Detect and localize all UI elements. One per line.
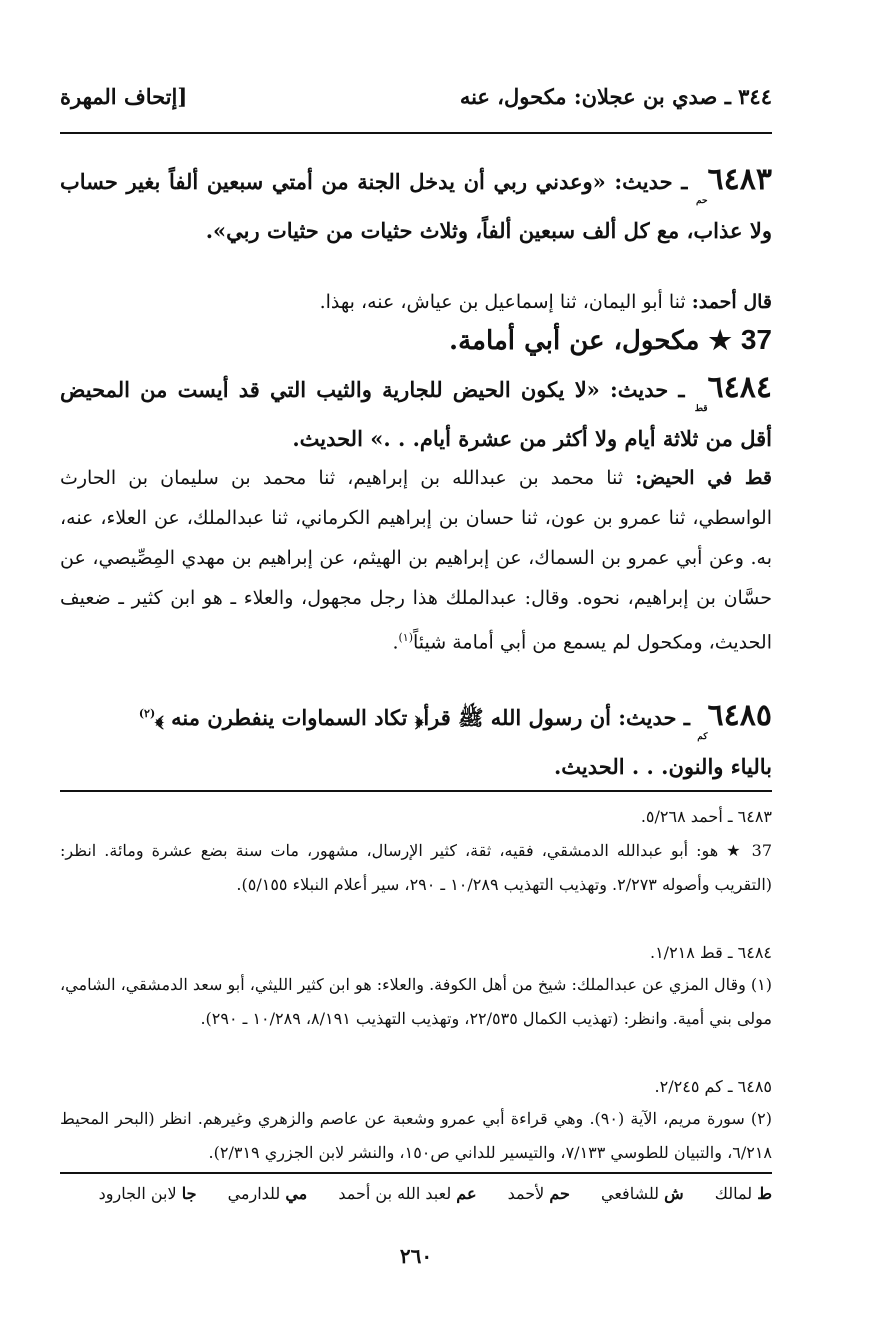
footnote-ref[interactable]: (١) [398, 631, 413, 644]
hadith-6483 [60, 158, 772, 253]
section-title: مكحول، عن أبي أمامة. [449, 326, 700, 356]
isnad-label: قط في الحيض: [635, 467, 772, 489]
section-number: 37 [740, 324, 772, 355]
footnote-ref[interactable]: (٢) [138, 707, 156, 720]
hadith-6484 [60, 366, 772, 461]
abbr-item: ط لمالك [714, 1184, 772, 1203]
isnad-6484: قط في الحيض: ثنا محمد بن عبدالله بن إبراهيم، ثنا محمد بن سليمان بن الحارث الواسطي، ثنا عمرو بن عون، ثنا حسان بن إبراهيم الكرماني، ثنا عبدالملك، عن العلاء، عنه، به. وعن أبي عمرو بن السماك، عن إبراهيم بن الهيثم، عن إبراهيم بن مهدي المِصِّيصي، عن حسَّان بن إبراهيم، نحوه. وقال: عبدالملك هذا رجل مجهول، والعلاء ـ هو ابن كثير ـ ضعيف الحديث، ومكحول لم يسمع من أبي أمامة شيئاً$^{(١)}$. [60, 467, 772, 654]
footnote-1: ٦٤٨٣ ـ أحمد ٥/٢٦٨. [640, 807, 772, 826]
source-symbol: حم [695, 196, 708, 206]
footnote-4: (١) وقال المزي عن عبدالملك: شيخ من أهل الكوفة. والعلاء: هو ابن كثير الليثي، أبو سعد الدمشقي، الشامي، مولى بني أمية. وانظر: (تهذيب الكمال ٢٢/٥٣٥، وتهذيب التهذيب ٨/١٩١، ١٠/٢٨٩ ـ ٢٩٠). [60, 975, 772, 1028]
header-book-title: [إتحاف المهرة [60, 84, 188, 109]
isnad-text: ثنا أبو اليمان، ثنا إسماعيل بن عياش، عنه، بهذا. [319, 291, 686, 313]
isnad-6483 [60, 282, 772, 322]
source-symbol: قط [694, 404, 708, 414]
abbr-item: جا لابن الجارود [98, 1184, 197, 1203]
hadith-text: ـ حديث: «لا يكون الحيض للجارية والثيب التي قد أيست من المحيض أقل من ثلاثة أيام ولا أكثر من عشرة أيام. . .» الحديث. [60, 377, 772, 451]
hadith-text-continued: بالياء والنون. . . الحديث. [554, 754, 772, 779]
footnote-5: ٦٤٨٥ ـ كم ٢/٢٤٥. [654, 1077, 772, 1096]
book-page [60, 60, 772, 1290]
abbr-item: ش للشافعي [601, 1184, 684, 1203]
section-heading-37 [60, 324, 772, 356]
star-icon: ★ [708, 326, 732, 356]
header-rule [60, 132, 772, 134]
footnote-rule [60, 790, 772, 792]
isnad-label: قال أحمد: [691, 291, 772, 313]
footnote-2: 37 ★ هو: أبو عبدالله الدمشقي، فقيه، ثقة، كثير الإرسال، مشهور، مات سنة بضع عشرة ومائة. انظر: (التقريب وأصوله ٢/٢٧٣. وتهذيب التهذيب ١٠/٢٨٩ ـ ٢٩٠، سير أعلام النبلاء ٥/١٥٥). [60, 841, 772, 894]
hadith-6485 [60, 692, 772, 789]
source-symbol: كم [697, 732, 708, 742]
hadith-text: ـ حديث: «وعدني ربي أن يدخل الجنة من أمتي سبعين ألفاً بغير حساب ولا عذاب، مع كل ألف سبعين ألفاً، وثلاث حثيات من حثيات ربي». [60, 169, 772, 243]
abbreviations-rule [60, 1172, 772, 1174]
hadith-number: ٦٤٨٣ [707, 162, 772, 197]
abbr-item: مي للدارمي [227, 1184, 308, 1203]
page-number: ٢٦٠ [399, 1244, 433, 1268]
footnote-3: ٦٤٨٤ ـ قط ١/٢١٨. [649, 943, 772, 962]
running-header [60, 84, 772, 124]
abbr-item: حم لأحمد [507, 1184, 570, 1203]
abbreviations-key [60, 1184, 772, 1203]
header-chapter-title: ٣٤٤ ـ صدي بن عجلان: مكحول، عنه [459, 84, 772, 109]
hadith-text: ـ حديث: أن رسول الله ﷺ قرأ﴿ تكاد السماوات ينفطرن منه ﴾ [155, 705, 690, 730]
isnad-text: ثنا محمد بن عبدالله بن إبراهيم، ثنا محمد بن سليمان بن الحارث الواسطي، ثنا عمرو بن عون، ثنا حسان بن إبراهيم الكرماني، ثنا عبدالملك، عن العلاء، عنه، به. وعن أبي عمرو بن السماك، عن إبراهيم بن الهيثم، عن إبراهيم بن مهدي المِصِّيصي، عن حسَّان بن إبراهيم، نحوه. وقال: عبدالملك هذا رجل مجهول، والعلاء ـ هو ابن كثير ـ ضعيف الحديث، ومكحول لم يسمع من أبي أمامة شيئاً [60, 467, 772, 654]
hadith-number: ٦٤٨٥ [707, 698, 772, 733]
hadith-number: ٦٤٨٤ [707, 370, 772, 405]
abbr-item: عم لعبد الله بن أحمد [338, 1184, 477, 1203]
footnote-6: (٢) سورة مريم، الآية (٩٠). وهي قراءة أبي عمرو وشعبة عن عاصم والزهري وغيرهم. انظر (البحر المحيط ٦/٢١٨، والتبيان للطوسي ٧/١٣٣، والتيسير للداني ص١٥٠، والنشر لابن الجزري ٢/٣١٩). [60, 1109, 773, 1162]
